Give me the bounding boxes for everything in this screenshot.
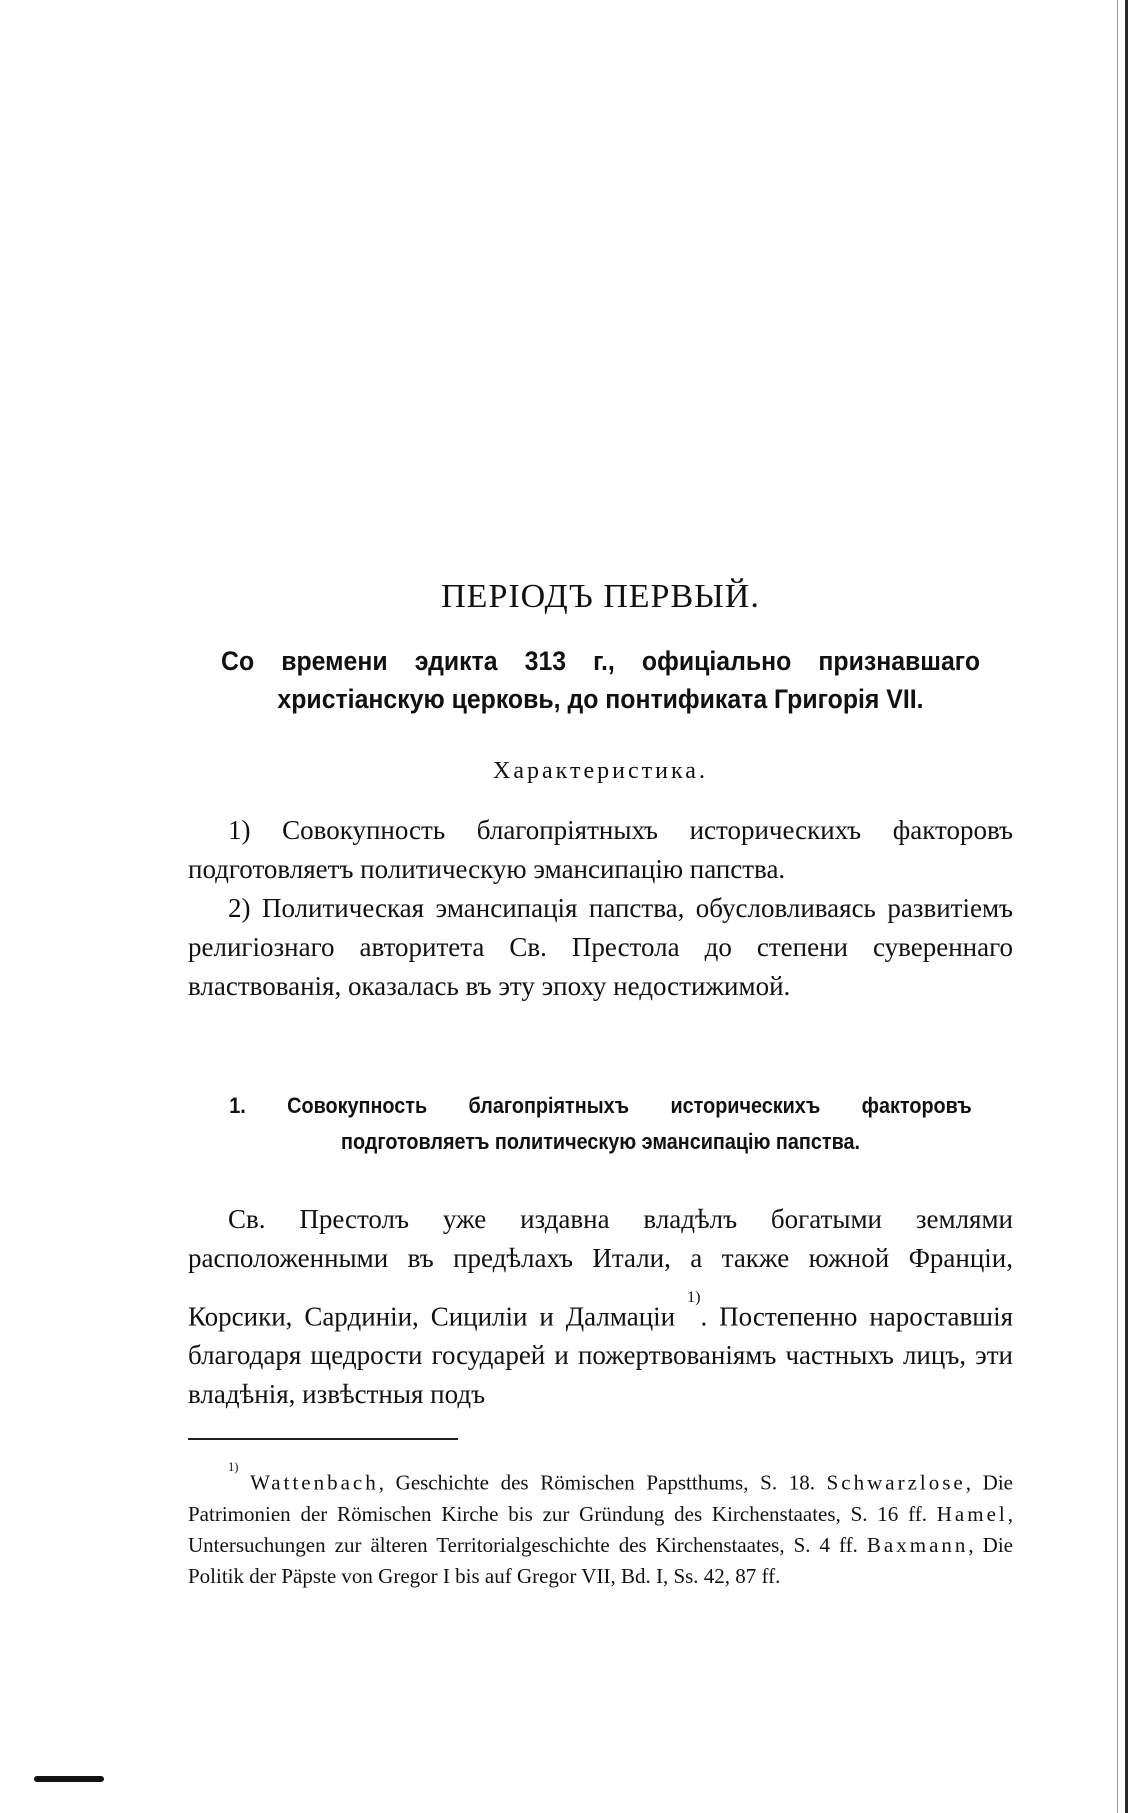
footnote-text-4: , Die Politik der Päpste von Gregor I bis auf Gregor VII, Bd. I, Ss. 42, 87 ff. <box>188 1532 1013 1588</box>
footnote-author-3: Hamel <box>936 1501 1008 1526</box>
period-subtitle: Со времени эдикта 313 г., офиціально признавшаго христіанскую церковь, до понтификата Григорія VII. <box>221 646 980 714</box>
footnote-author-2: Schwarzlose <box>826 1470 966 1495</box>
body-paragraph <box>188 1200 1013 1414</box>
characteristic-heading: Характеристика. <box>493 758 708 784</box>
body-text: Св. Престолъ уже издавна владѣлъ богатыми землями расположенными въ предѣлахъ Итали, а также южной Франціи, Корсики, Сардиніи, Сициліи и Далмаціи <box>188 1204 1013 1332</box>
body-text-cont: . Постепенно нароставшія благодаря щедрости государей и пожертвованіямъ частныхъ лицъ, эти владѣнія, извѣстныя подъ <box>188 1301 1014 1410</box>
point-2: 2) Политическая эмансипація папства, обусловливаясь развитіемъ религіознаго авторитета Св. Престола до степени сувереннаго властвованія, оказалась въ эту эпоху недостижимой. <box>188 893 1013 1001</box>
point-1: 1) Совокупность благопріятныхъ историческихъ факторовъ подготовляетъ политическую эмансипацію папства. <box>188 815 1013 884</box>
footnote-text-3: , Untersuchungen zur älteren Territorialgeschichte des Kirchenstaates, S. 4 ff. <box>188 1501 1013 1557</box>
footnote <box>188 1452 1013 1592</box>
footnote-text-2: , Die Patrimonien der Römischen Kirche bis zur Gründung des Kirchenstaates, S. 16 ff. <box>188 1470 1013 1526</box>
ink-smudge <box>34 1776 104 1782</box>
footnote-text-1: , Geschichte des Römischen Papstthums, S. 18. <box>378 1470 827 1495</box>
footnote-rule <box>188 1438 458 1440</box>
footnote-marker: 1) <box>228 1460 239 1475</box>
section-heading: 1. Совокупность благопріятныхъ историческихъ факторовъ подготовляетъ политическую эмансипацію папства. <box>229 1093 972 1154</box>
page-content <box>188 578 1013 1592</box>
footnote-author-1: Wattenbach <box>250 1470 379 1495</box>
footnote-ref[interactable]: 1) <box>687 1288 701 1306</box>
scan-edge <box>1125 0 1128 1813</box>
period-title: ПЕРІОДЪ ПЕРВЫЙ. <box>441 578 760 615</box>
footnote-author-4: Baxmann <box>866 1532 969 1557</box>
scan-edge-thin <box>1117 0 1118 1813</box>
